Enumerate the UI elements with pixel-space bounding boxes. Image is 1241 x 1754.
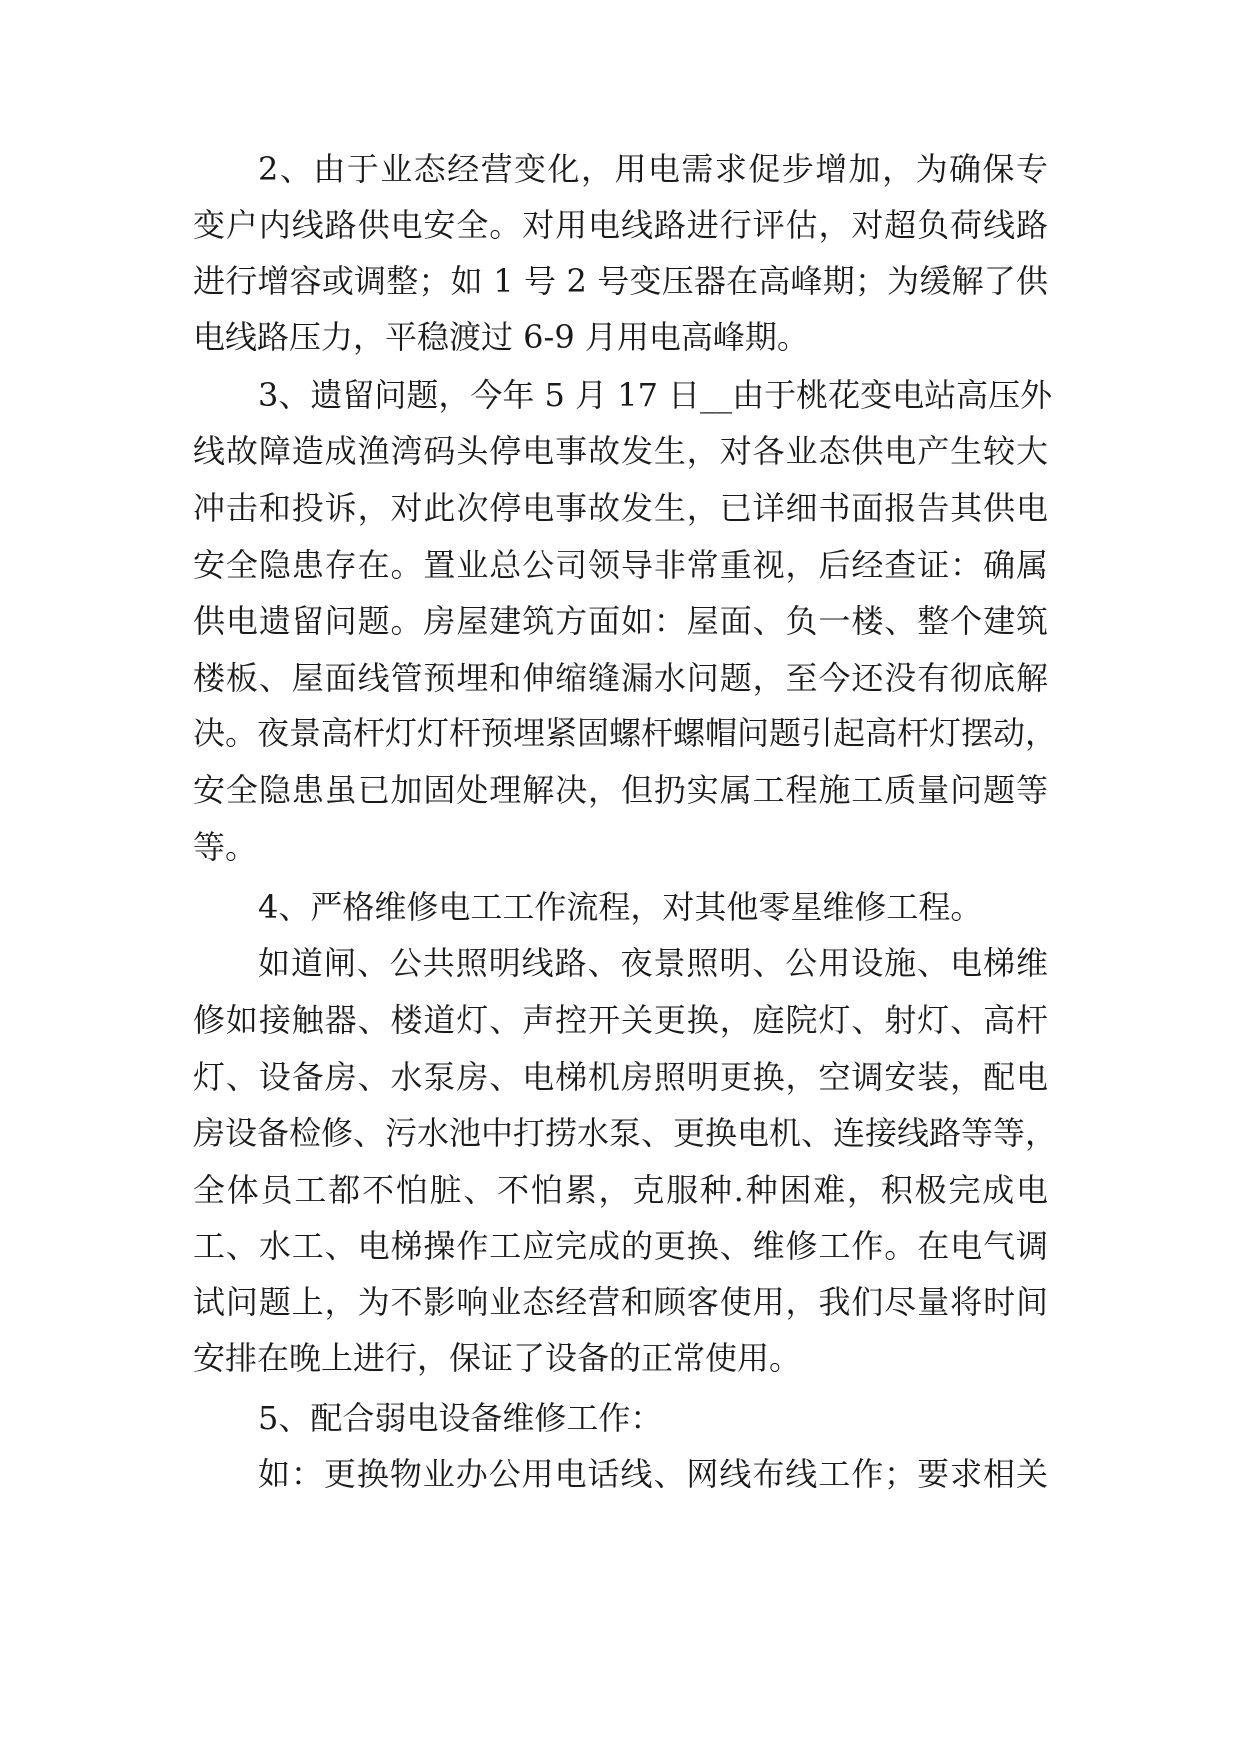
text-line: 房设备检修、污水池中打捞水泵、更换电机、连接线路等等， [193,1114,1058,1152]
text-line: 决。夜景高杆灯灯杆预埋紧固螺杆螺帽问题引起高杆灯摆动， [193,714,1058,752]
text-line: 5、配合弱电设备维修工作： [258,1399,663,1437]
text-line: 4、严格维修电工工作流程，对其他零星维修工程。 [258,888,983,926]
text-line: 灯、设备房、水泵房、电梯机房照明更换，空调安装，配电 [193,1058,1048,1096]
text-line: 电线路压力，平稳渡过 6-9 月用电高峰期。 [193,318,809,356]
text-line: 进行增容或调整；如 1 号 2 号变压器在高峰期；为缓解了供 [193,262,1048,300]
text-line: 等。 [193,828,258,866]
text-line: 楼板、屋面线管预埋和伸缩缝漏水问题，至今还没有彻底解 [193,659,1048,697]
text-line: 全体员工都不怕脏、不怕累，克服种.种困难，积极完成电 [193,1171,1048,1209]
text-line: 冲击和投诉，对此次停电事故发生，已详细书面报告其供电 [193,489,1048,527]
text-line: 3、遗留问题，今年 5 月 17 日__由于桃花变电站高压外 [258,376,1053,414]
text-line: 安排在晚上进行，保证了设备的正常使用。 [193,1339,802,1377]
text-line: 工、水工、电梯操作工应完成的更换、维修工作。在电气调 [193,1227,1048,1265]
text-line: 变户内线路供电安全。对用电线路进行评估，对超负荷线路 [193,206,1048,244]
text-line: 供电遗留问题。房屋建筑方面如：屋面、负一楼、整个建筑 [193,602,1048,640]
text-line: 修如接触器、楼道灯、声控开关更换，庭院灯、射灯、高杆 [193,1001,1048,1039]
text-line: 试问题上，为不影响业态经营和顾客使用，我们尽量将时间 [193,1283,1048,1321]
text-line: 如道闸、公共照明线路、夜景照明、公用设施、电梯维 [258,944,1048,982]
text-line: 2、由于业态经营变化，用电需求促步增加，为确保专 [258,150,1048,188]
text-line: 安全隐患存在。置业总公司领导非常重视，后经查证：确属 [193,546,1048,584]
text-line: 安全隐患虽已加固处理解决，但扔实属工程施工质量问题等 [193,771,1048,809]
text-line: 如：更换物业办公用电话线、网线布线工作；要求相关 [258,1455,1048,1493]
text-line: 线故障造成渔湾码头停电事故发生，对各业态供电产生较大 [193,432,1048,470]
